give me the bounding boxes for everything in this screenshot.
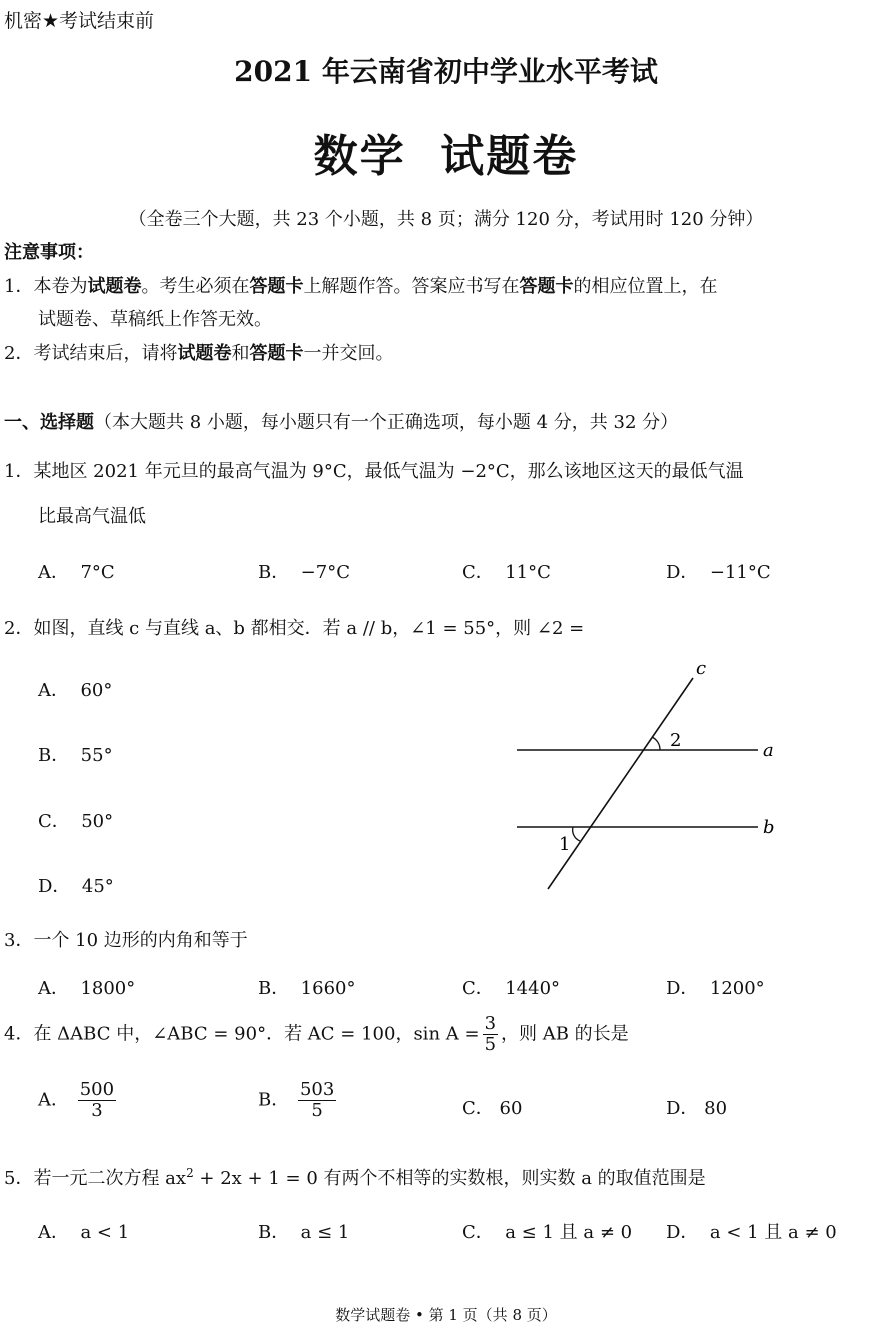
numerator: 3 bbox=[484, 1013, 497, 1034]
denominator: 5 bbox=[311, 1099, 323, 1121]
question-4-option-b[interactable] bbox=[258, 1080, 339, 1121]
question-4-option-d[interactable] bbox=[666, 1094, 727, 1120]
question-2-stem: 2．如图，直线 c 与直线 a、b 都相交．若 a // b，∠1 = 55°，则 ∠2 = bbox=[4, 618, 585, 639]
line-c bbox=[548, 678, 693, 889]
option-label: A． bbox=[38, 1089, 69, 1111]
text: + 2x + 1 = 0 有两个不相等的实数根，则实数 a 的取值范围是 bbox=[193, 1168, 706, 1189]
question-1-option-a[interactable]: A． 7°C bbox=[38, 562, 115, 583]
bold-text: 试题卷 bbox=[87, 276, 142, 297]
question-3-option-c[interactable]: C． 1440° bbox=[462, 978, 561, 999]
label-a: a bbox=[763, 740, 774, 761]
label-b: b bbox=[763, 817, 775, 838]
text: 一并交回。 bbox=[303, 343, 394, 364]
question-3-option-a[interactable]: A． 1800° bbox=[38, 978, 136, 999]
option-label: B． bbox=[258, 1089, 290, 1111]
bold-text: 答题卡 bbox=[249, 276, 304, 297]
text: 1．本卷为 bbox=[4, 276, 88, 297]
question-2-option-a[interactable]: A． 60° bbox=[38, 680, 113, 701]
text: 的相应位置上，在 bbox=[573, 276, 718, 297]
option-value: 80 bbox=[704, 1098, 728, 1119]
text: 4．在 ΔABC 中，∠ABC = 90°．若 AC = 100，sin A = bbox=[4, 1023, 480, 1045]
text: 上解题作答。答案应书写在 bbox=[303, 276, 520, 297]
option-value: 60 bbox=[499, 1098, 523, 1119]
question-1-option-d[interactable]: D． −11°C bbox=[666, 562, 771, 583]
question-1-stem: 1．某地区 2021 年元旦的最高气温为 9°C，最低气温为 −2°C，那么该地区这天的最低气温 bbox=[4, 461, 744, 482]
denominator: 3 bbox=[91, 1099, 103, 1121]
question-5-option-a[interactable]: A． a < 1 bbox=[38, 1222, 130, 1243]
exam-info: （全卷三个大题，共 23 个小题，共 8 页；满分 120 分，考试用时 120 分钟） bbox=[128, 209, 764, 230]
option-label: D． bbox=[666, 1098, 699, 1119]
angle-1-label: 1 bbox=[559, 834, 571, 855]
question-5-stem bbox=[4, 1164, 706, 1190]
numerator: 500 bbox=[79, 1079, 115, 1100]
bold-text: 答题卡 bbox=[249, 343, 304, 364]
fraction bbox=[483, 1014, 498, 1055]
numerator: 503 bbox=[299, 1079, 335, 1100]
bold-text: 试题卷 bbox=[177, 343, 232, 364]
section-desc: （本大题共 8 小题，每小题只有一个正确选项，每小题 4 分，共 32 分） bbox=[94, 412, 679, 433]
question-1-option-c[interactable]: C． 11°C bbox=[462, 562, 551, 583]
angle-2-arc bbox=[652, 737, 660, 750]
bold-text: 答题卡 bbox=[519, 276, 574, 297]
section-label: 一、选择题 bbox=[4, 412, 94, 433]
notice-item-1 bbox=[4, 272, 717, 298]
notice-item-1-line2: 试题卷、草稿纸上作答无效。 bbox=[38, 309, 272, 330]
page-footer: 数学试题卷 • 第 1 页（共 8 页） bbox=[335, 1306, 557, 1324]
question-4-option-c[interactable] bbox=[462, 1094, 522, 1120]
notice-item-2 bbox=[4, 339, 393, 365]
question-5-option-b[interactable]: B． a ≤ 1 bbox=[258, 1222, 350, 1243]
text: 和 bbox=[231, 343, 250, 364]
fraction bbox=[298, 1080, 336, 1121]
text: ，则 AB 的长是 bbox=[501, 1023, 629, 1045]
notice-heading: 注意事项： bbox=[4, 242, 94, 263]
superscript: 2 bbox=[186, 1166, 194, 1180]
option-label: C． bbox=[462, 1098, 494, 1119]
question-1-option-b[interactable]: B． −7°C bbox=[258, 562, 350, 583]
text: 2．考试结束后，请将 bbox=[4, 343, 178, 364]
label-c: c bbox=[696, 658, 707, 679]
angle-2-label: 2 bbox=[670, 730, 682, 751]
question-5-option-d[interactable]: D． a < 1 且 a ≠ 0 bbox=[666, 1222, 837, 1243]
section-heading bbox=[4, 408, 678, 434]
text: 。考生必须在 bbox=[141, 276, 250, 297]
text: 5．若一元二次方程 ax bbox=[4, 1168, 187, 1189]
question-3-option-d[interactable]: D． 1200° bbox=[666, 978, 765, 999]
angle-1-arc bbox=[573, 827, 580, 841]
exam-title: 2021 年云南省初中学业水平考试 bbox=[234, 55, 658, 88]
confidential-label: 机密★考试结束前 bbox=[4, 10, 155, 32]
question-4-stem bbox=[4, 1014, 629, 1055]
paper-subtitle: 数学 试题卷 bbox=[313, 131, 579, 182]
denominator: 5 bbox=[484, 1033, 497, 1055]
question-1-stem-line2: 比最高气温低 bbox=[38, 506, 146, 527]
question-2-option-d[interactable]: D． 45° bbox=[38, 876, 114, 897]
question-3-stem: 3．一个 10 边形的内角和等于 bbox=[4, 930, 248, 951]
question-4-option-a[interactable] bbox=[38, 1080, 119, 1121]
question-2-option-c[interactable]: C． 50° bbox=[38, 811, 114, 832]
fraction bbox=[78, 1080, 116, 1121]
question-2-option-b[interactable]: B． 55° bbox=[38, 745, 113, 766]
question-3-option-b[interactable]: B． 1660° bbox=[258, 978, 356, 999]
question-5-option-c[interactable]: C． a ≤ 1 且 a ≠ 0 bbox=[462, 1222, 633, 1243]
parallel-lines-figure bbox=[500, 650, 800, 900]
